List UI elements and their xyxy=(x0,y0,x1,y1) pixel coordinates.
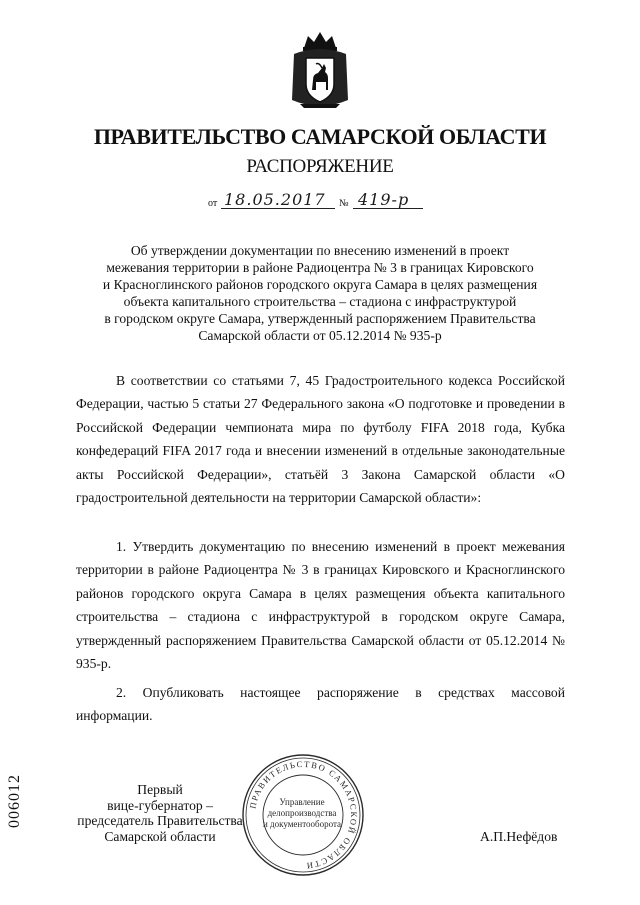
date-underline xyxy=(221,208,335,209)
seal-ring-text: ПРАВИТЕЛЬСТВО САМАРСКОЙ ОБЛАСТИ xyxy=(247,758,360,872)
number-underline xyxy=(353,208,423,209)
seal-line: Управление xyxy=(279,797,325,807)
number-value: 419-р xyxy=(358,190,410,209)
position-line: председатель Правительства xyxy=(77,813,243,828)
position-line: Первый xyxy=(137,782,183,797)
registration-number: 006012 xyxy=(6,774,23,828)
signatory-position xyxy=(60,782,260,844)
item-2-text: 2. Опубликовать настоящее распоряжение в средствах массовой информации. xyxy=(76,685,565,724)
document-type: РАСПОРЯЖЕНИЕ xyxy=(246,156,394,177)
heading-line: Об утверждении документации по внесению изменений в проект xyxy=(130,243,510,258)
document-heading xyxy=(70,242,570,344)
item-1-paragraph xyxy=(76,535,565,675)
government-title: ПРАВИТЕЛЬСТВО САМАРСКОЙ ОБЛАСТИ xyxy=(93,124,547,149)
seal-center-text xyxy=(256,797,348,830)
preamble-text: В соответствии со статьями 7, 45 Градостроительного кодекса Российской Федерации, частью 5 статьи 27 Федерального закона «О подготовке и проведении в Российской Федерации чемпионата мира по футболу FIFA 2018 года, Кубка конфедераций FIFA 2017 года и внесении изменений в отдельные законодательные акты Российской Федерации», статьёй 3 Закона Самарской области «О градостроительной деятельности на территории Самарской области»: xyxy=(76,373,565,506)
position-line: Самарской области xyxy=(104,828,216,844)
heading-line: и Красноглинского районов городского округа Самара в целях размещения xyxy=(102,277,538,292)
date-value: 18.05.2017 xyxy=(224,190,326,209)
heading-line: объекта капитального строительства – стадиона с инфраструктурой xyxy=(123,294,517,309)
item-2-paragraph xyxy=(76,681,565,728)
signatory-name: А.П.Нефёдов xyxy=(480,829,558,844)
number-prefix: № xyxy=(339,198,349,209)
position-line: вице-губернатор – xyxy=(107,797,213,813)
seal-line: делопроизводства xyxy=(267,808,337,818)
seal-line: и документооборота xyxy=(262,819,342,829)
heading-line: межевания территории в районе Радиоцентра № 3 в границах Кировского xyxy=(106,260,534,275)
item-1-text: 1. Утвердить документацию по внесению изменений в проект межевания территории в районе Радиоцентра № 3 в границах Кировского и Красноглинского районов городского округа Самара в целях размещения объекта капитального строительства – стадиона с инфраструктурой в городском округе Самара, утвержденный распоряжением Правительства Самарской области от 05.12.2014 № 935-р. xyxy=(76,539,565,672)
date-prefix: от xyxy=(208,198,218,209)
heading-line: Самарской области от 05.12.2014 № 935-р xyxy=(198,328,442,343)
preamble-paragraph xyxy=(76,369,565,509)
coat-of-arms-icon xyxy=(286,28,354,112)
date-number-line xyxy=(208,190,448,214)
heading-line: в городском округе Самара, утвержденный распоряжением Правительства xyxy=(104,311,536,326)
